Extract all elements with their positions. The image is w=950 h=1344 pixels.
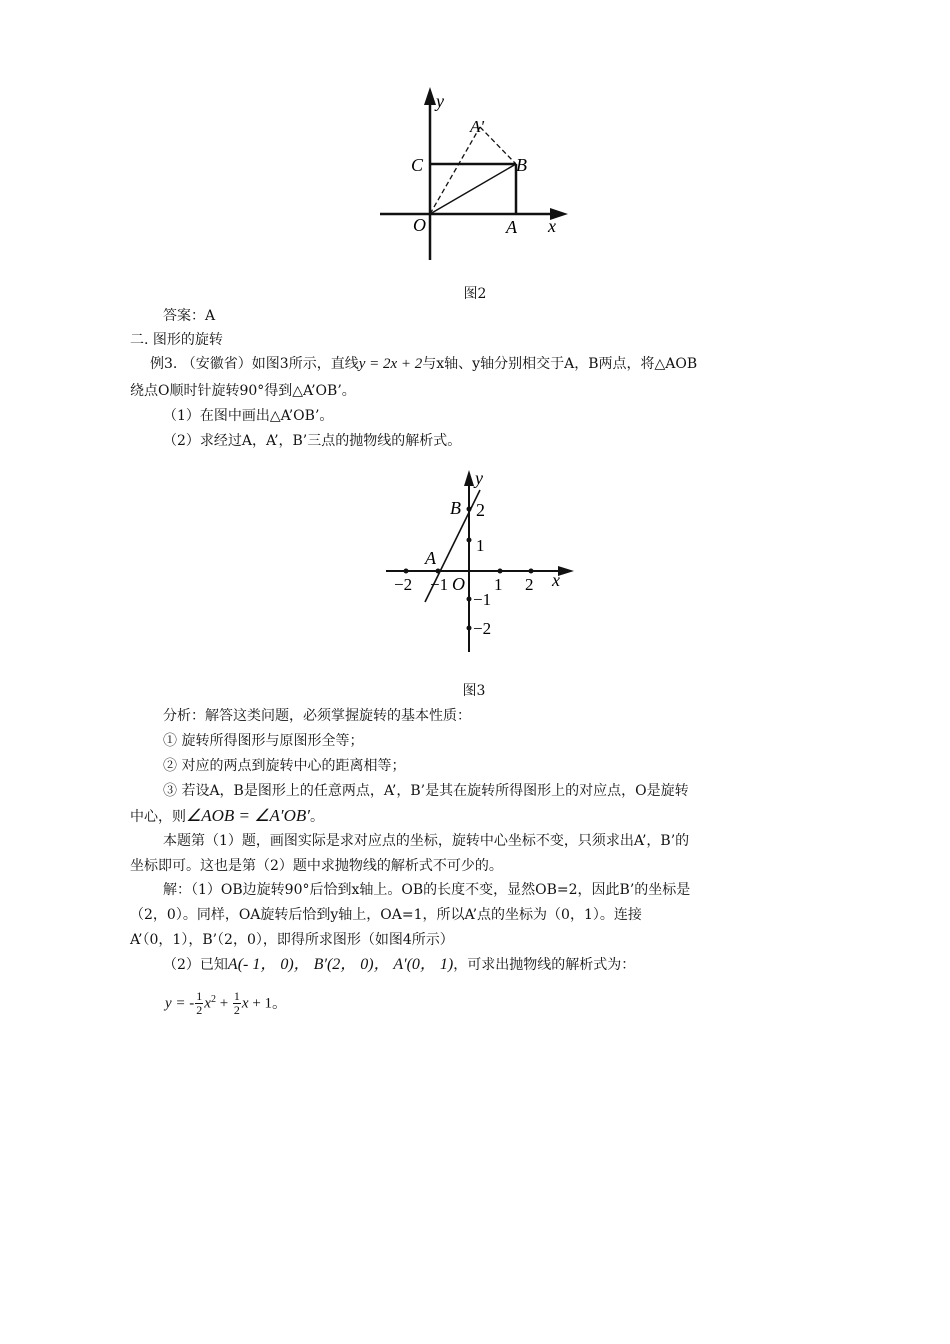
property-2: ② 对应的两点到旋转中心的距离相等； <box>163 758 406 774</box>
figure-3 <box>380 462 580 652</box>
fig3-label-xm1: −1 <box>430 575 449 594</box>
y-axis-arrow <box>464 470 474 486</box>
note-line-1: 本题第（1）题，画图实际是求对应点的坐标，旋转中心坐标不变，只须求出A’，B’的 <box>163 833 690 849</box>
formula-x-squared: x <box>204 995 211 1012</box>
angle-equation: ∠AOB = ∠A′OB′ <box>186 806 310 825</box>
question-2: （2）求经过A，A’，B’三点的抛物线的解析式。 <box>163 433 462 449</box>
segment-ob <box>430 164 516 214</box>
tick-x-m2 <box>404 569 409 574</box>
analysis-intro: 分析：解答这类问题，必须掌握旋转的基本性质： <box>163 708 471 724</box>
x-axis-arrow <box>558 566 574 576</box>
fraction-half-1: $\frac{1}{2}$ <box>196 989 203 1018</box>
fig3-label-y: y <box>475 468 483 488</box>
figure-3-caption: 图3 <box>462 683 486 699</box>
figure-2 <box>370 85 580 260</box>
question-1: （1）在图中画出△A’OB’。 <box>163 408 334 424</box>
dashed-a-prime-b <box>480 127 516 164</box>
parabola-formula <box>165 980 287 1020</box>
formula-tail: + 1。 <box>248 995 288 1012</box>
example-line-2: 绕点O顺时针旋转90°得到△A’OB’。 <box>130 383 356 399</box>
fig3-label-b: B <box>450 498 461 518</box>
known-points: A(- 1， 0)， B′(2， 0)， A′(0， 1) <box>227 956 454 973</box>
example-text-2: 与x轴、y轴分别相交于A，B两点，将△AOB <box>422 356 698 372</box>
fig3-label-1: 1 <box>476 536 485 555</box>
fig2-label-o: O <box>413 215 426 235</box>
fig3-label-ym2: −2 <box>473 619 492 638</box>
fig3-label-x: x <box>552 570 560 590</box>
formula-x: x <box>241 995 249 1012</box>
fig2-label-a: A <box>506 217 517 237</box>
fig2-label-y: y <box>436 91 444 111</box>
tick-y-m1 <box>467 597 472 602</box>
solution-line-4 <box>163 955 635 975</box>
fig2-label-b: B <box>516 155 527 175</box>
fig3-label-ym1: −1 <box>473 590 492 609</box>
tick-x-2 <box>529 569 534 574</box>
solution-line-1: 解：（1）OB边旋转90°后恰到x轴上。OB的长度不变，显然OB=2，因此B’的坐标是 <box>163 882 691 898</box>
fig2-label-x: x <box>548 216 556 236</box>
fig3-label-x2: 2 <box>525 575 534 594</box>
note-line-2: 坐标即可。这也是第（2）题中求抛物线的解析式不可少的。 <box>130 858 503 874</box>
property-3a: ③ 若设A，B是图形上的任意两点，A’，B’是其在旋转所得图形上的对应点，O是旋转 <box>163 783 689 799</box>
solution-4-post: ，可求出抛物线的解析式为： <box>453 957 636 973</box>
property-3b-text: 中心，则 <box>130 809 186 825</box>
property-3b-end: 。 <box>309 809 324 825</box>
exponent-2: 2 <box>210 994 216 1005</box>
fig3-label-x1: 1 <box>494 575 503 594</box>
tick-y-1 <box>467 538 472 543</box>
formula-y: y = - <box>165 995 195 1012</box>
fig2-label-c: C <box>411 155 424 175</box>
example-line-1 <box>150 354 697 374</box>
fraction-half-2: $\frac{1}{2}$ <box>233 989 240 1018</box>
tick-x-1 <box>498 569 503 574</box>
fig3-label-2: 2 <box>476 500 485 520</box>
tick-y-m2 <box>467 626 472 631</box>
figure-2-caption: 图2 <box>463 286 487 302</box>
property-1: ① 旋转所得图形与原图形全等； <box>163 733 364 749</box>
solution-4-pre: （2）已知 <box>163 957 228 973</box>
fig3-label-a: A <box>425 548 436 568</box>
solution-line-3: A’（0，1），B’（2，0），即得所求图形（如图4所示） <box>130 932 454 948</box>
fig3-label-o: O <box>452 574 465 594</box>
fig3-label-xm2: −2 <box>394 575 413 594</box>
y-axis-arrow <box>424 87 436 105</box>
line-equation: y = 2x + 2 <box>358 356 423 372</box>
section-heading: 二. 图形的旋转 <box>130 332 223 348</box>
formula-plus: + <box>215 995 232 1012</box>
example-text-1: 例3. （安徽省）如图3所示，直线 <box>150 356 359 372</box>
property-3b <box>130 806 324 827</box>
solution-line-2: （2，0）。同样，OA旋转后恰到y轴上，OA=1，所以A’点的坐标为（0，1）。连接 <box>130 907 642 923</box>
answer: 答案：A <box>163 308 216 324</box>
dashed-oa-prime <box>430 127 480 214</box>
fig2-label-a-prime: A' <box>470 117 485 136</box>
